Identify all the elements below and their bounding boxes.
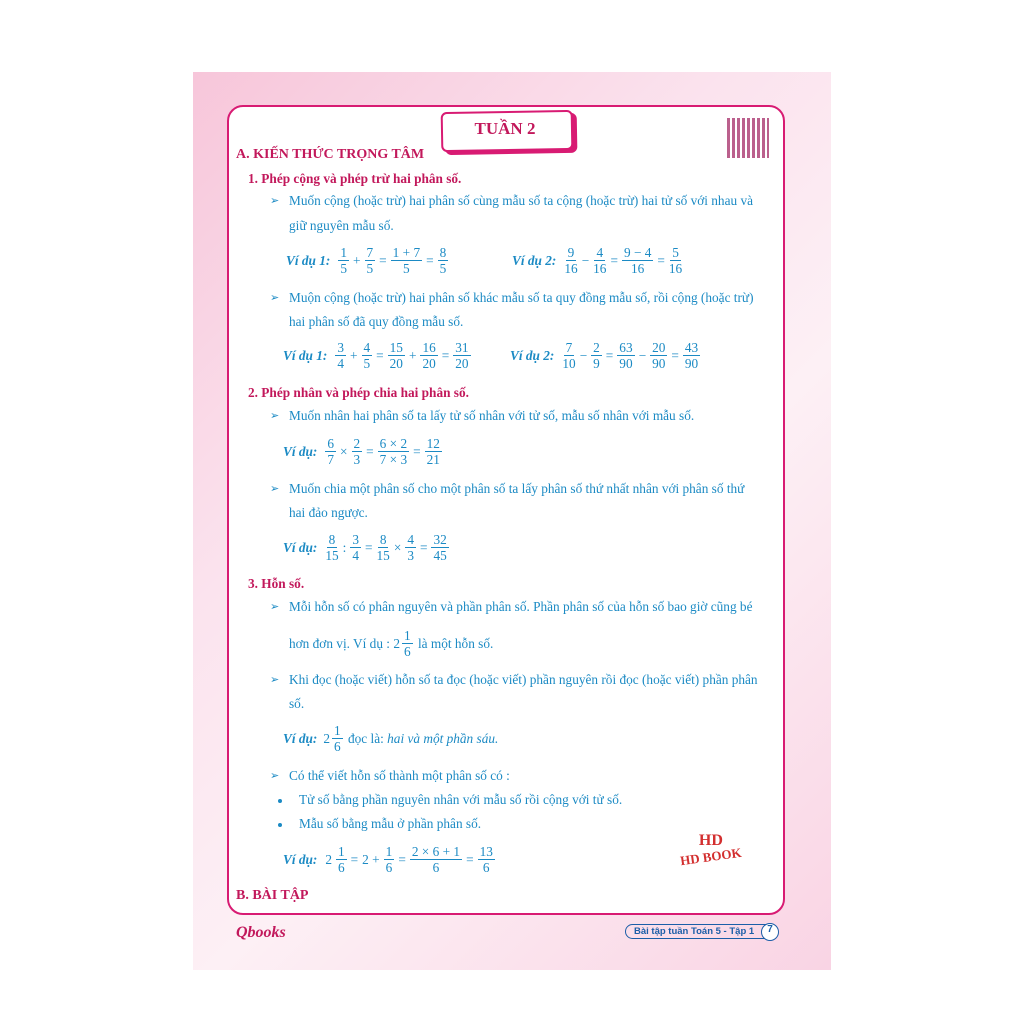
numerator: 63	[619, 340, 633, 355]
fraction	[431, 532, 448, 563]
example-label: Ví dụ:	[283, 539, 318, 555]
denominator: 10	[562, 356, 576, 371]
hd-book-logo: HD HD BOOK	[679, 832, 743, 869]
numerator: 1	[338, 844, 345, 859]
denominator: 5	[366, 261, 374, 276]
heading-1: 1. Phép cộng và phép trừ hai phân số.	[248, 171, 462, 186]
page-number: 7	[761, 923, 779, 941]
example-label: Ví dụ 2:	[512, 252, 557, 268]
numerator: 2	[593, 340, 600, 355]
numerator: 16	[422, 340, 436, 355]
fraction	[478, 844, 495, 875]
arrow-bullet-icon: ➢	[270, 674, 280, 686]
operator: =	[350, 851, 359, 867]
numerator: 7	[565, 340, 573, 355]
operator: +	[353, 252, 361, 268]
numerator: 2 × 6 + 1	[411, 844, 461, 859]
fraction	[438, 245, 449, 276]
bullet-item: Mẫu số bằng mẫu ở phần phân số.	[299, 816, 482, 831]
operator: =	[365, 539, 373, 555]
operator: +	[350, 347, 358, 363]
example-label: Ví dụ 2:	[510, 347, 555, 363]
example-label: Ví dụ:	[283, 851, 318, 867]
bullet-item: Tử số bằng phần nguyên nhân với mẫu số rồi cộng với tử số.	[299, 792, 623, 807]
denominator: 90	[619, 356, 633, 371]
fraction	[350, 532, 361, 563]
arrow-bullet-icon: ➢	[270, 195, 280, 207]
example-7	[283, 844, 497, 875]
fraction	[593, 245, 606, 276]
paragraph: hai phân số đã quy đồng mẫu số.	[289, 314, 464, 329]
denominator: 20	[422, 356, 436, 371]
fraction	[362, 340, 373, 371]
numerator: 4	[363, 340, 371, 355]
example-label: Ví dụ 1:	[283, 347, 328, 363]
numerator: 4	[407, 532, 414, 547]
denominator: 21	[426, 452, 440, 467]
paragraph: Có thể viết hỗn số thành một phân số có :	[289, 768, 510, 783]
denominator: 6	[385, 860, 393, 875]
numerator: 3	[337, 340, 344, 355]
denominator: 7	[327, 452, 335, 467]
numerator: 1	[385, 844, 393, 859]
bullet-dot-icon	[278, 799, 282, 803]
operator: :	[342, 539, 347, 555]
fraction	[453, 340, 470, 371]
fraction	[617, 340, 634, 371]
denominator: 16	[631, 261, 645, 276]
paragraph: hai đảo ngược.	[289, 505, 368, 520]
operator: −	[579, 347, 588, 363]
operator: =	[366, 443, 374, 459]
operator: =	[426, 252, 434, 268]
week-title: TUẦN 2	[474, 119, 536, 138]
denominator: 6	[338, 860, 345, 875]
example-1	[286, 245, 450, 276]
numerator: 9	[567, 245, 575, 260]
fraction	[420, 340, 437, 371]
fraction	[650, 340, 667, 371]
numerator: 1	[340, 245, 347, 260]
arrow-bullet-icon: ➢	[270, 483, 280, 495]
example-6	[283, 532, 451, 563]
denominator: 90	[652, 356, 666, 371]
section-b-heading: B. BÀI TẬP	[236, 888, 309, 903]
example-read: Ví dụ: 2 $\frac{1}{6}$ đọc là: hai và một phần sáu.	[283, 723, 499, 754]
example-2	[512, 245, 684, 276]
numerator: 8	[379, 532, 387, 547]
denominator: 3	[407, 548, 414, 563]
operator: −	[581, 252, 590, 268]
operator: +	[408, 347, 417, 363]
fraction	[384, 844, 395, 875]
numerator: 8	[439, 245, 447, 260]
fraction	[378, 436, 409, 467]
denominator: 20	[389, 356, 403, 371]
numerator: 15	[389, 340, 403, 355]
operator: =	[398, 851, 406, 867]
operator: 2	[325, 851, 333, 867]
denominator: 4	[352, 548, 360, 563]
fraction	[352, 436, 363, 467]
numerator: 9 − 4	[623, 245, 652, 260]
arrow-bullet-icon: ➢	[270, 770, 280, 782]
operator: =	[419, 539, 428, 555]
denominator: 90	[684, 356, 699, 371]
operator: =	[671, 347, 679, 363]
fraction	[410, 844, 462, 875]
numerator: 12	[426, 436, 440, 451]
mixed-number-line: hơn đơn vị. Ví dụ : 2 $\frac{1}{6}$ là một hỗn số.	[289, 628, 494, 659]
paragraph: Muốn chia một phân số cho một phân số ta lấy phân số thứ nhất nhân với phân số thứ	[289, 481, 745, 496]
operator: =	[657, 252, 665, 268]
example-label: Ví dụ:	[283, 443, 318, 459]
denominator: 7 × 3	[379, 452, 408, 467]
fraction	[591, 340, 602, 371]
operator: =	[379, 252, 387, 268]
numerator: 8	[328, 532, 336, 547]
denominator: 16	[593, 261, 607, 276]
fraction	[391, 245, 422, 276]
denominator: 5	[363, 356, 371, 371]
example-3	[283, 340, 473, 371]
denominator: 45	[433, 548, 447, 563]
fraction	[388, 340, 405, 371]
fraction	[377, 532, 390, 563]
operator: =	[376, 347, 384, 363]
numerator: 6	[327, 436, 335, 451]
example-label: Ví dụ 1:	[286, 252, 331, 268]
denominator: 5	[439, 261, 447, 276]
example-5	[283, 436, 444, 467]
denominator: 6	[432, 860, 440, 875]
denominator: 20	[455, 356, 469, 371]
fraction	[365, 245, 376, 276]
operator: =	[605, 347, 614, 363]
section-a-heading: A. KIẾN THỨC TRỌNG TÂM	[236, 147, 425, 162]
fraction	[338, 245, 349, 276]
operator: 2 +	[362, 851, 380, 867]
numerator: 5	[672, 245, 679, 260]
paragraph: Muộn cộng (hoặc trừ) hai phân số khác mẫu số ta quy đồng mẫu số, rồi cộng (hoặc trừ)	[289, 290, 754, 305]
fraction	[669, 245, 682, 276]
heading-2: 2. Phép nhân và phép chia hai phân số.	[248, 385, 469, 400]
heading-3: 3. Hỗn số.	[248, 576, 305, 591]
arrow-bullet-icon: ➢	[270, 410, 280, 422]
operator: =	[466, 851, 474, 867]
operator: ×	[340, 443, 348, 459]
denominator: 16	[564, 261, 578, 276]
numerator: 13	[479, 844, 493, 859]
fraction	[683, 340, 700, 371]
operator: =	[413, 443, 421, 459]
fraction	[325, 436, 336, 467]
fraction	[564, 245, 577, 276]
paragraph: Khi đọc (hoặc viết) hỗn số ta đọc (hoặc viết) phần nguyên rồi đọc (hoặc viết) phần phân	[289, 672, 758, 687]
operator: =	[441, 347, 450, 363]
numerator: 2	[353, 436, 361, 451]
fraction	[325, 532, 338, 563]
numerator: 43	[684, 340, 699, 355]
arrow-bullet-icon: ➢	[270, 601, 280, 613]
bullet-dot-icon	[278, 823, 282, 827]
denominator: 6	[482, 860, 490, 875]
numerator: 20	[652, 340, 666, 355]
denominator: 16	[668, 261, 683, 276]
numerator: 3	[352, 532, 360, 547]
numerator: 32	[433, 532, 447, 547]
fraction	[562, 340, 575, 371]
paragraph: số.	[289, 696, 305, 711]
example-4	[510, 340, 702, 371]
denominator: 15	[376, 548, 390, 563]
fraction	[336, 844, 347, 875]
paragraph: Muốn nhân hai phân số ta lấy tử số nhân với tử số, mẫu số nhân với mẫu số.	[289, 408, 695, 423]
denominator: 15	[325, 548, 339, 563]
denominator: 3	[353, 452, 361, 467]
denominator: 5	[403, 261, 410, 276]
operator: −	[638, 347, 647, 363]
qr-code[interactable]	[727, 118, 769, 158]
fraction	[405, 532, 416, 563]
operator: ×	[393, 539, 402, 555]
numerator: 6 × 2	[379, 436, 408, 451]
denominator: 5	[340, 261, 347, 276]
paragraph: Mỗi hỗn số có phân nguyên và phần phân số. Phần phân số của hỗn số bao giờ cũng bé	[289, 599, 753, 614]
operator: =	[610, 252, 618, 268]
numerator: 1 + 7	[392, 245, 421, 260]
denominator: 4	[337, 356, 344, 371]
numerator: 31	[455, 340, 469, 355]
book-title-footer: Bài tập tuần Toán 5 - Tập 1	[625, 924, 777, 939]
qbooks-logo: Qbooks	[236, 924, 286, 941]
arrow-bullet-icon: ➢	[270, 292, 280, 304]
fraction	[335, 340, 346, 371]
paragraph: giữ nguyên mẫu số.	[289, 218, 394, 233]
denominator: 9	[593, 356, 600, 371]
fraction	[425, 436, 442, 467]
numerator: 7	[366, 245, 374, 260]
paragraph: Muốn cộng (hoặc trừ) hai phân số cùng mẫu số ta cộng (hoặc trừ) hai tử số với nhau và	[289, 193, 754, 208]
fraction	[622, 245, 653, 276]
numerator: 4	[596, 245, 604, 260]
